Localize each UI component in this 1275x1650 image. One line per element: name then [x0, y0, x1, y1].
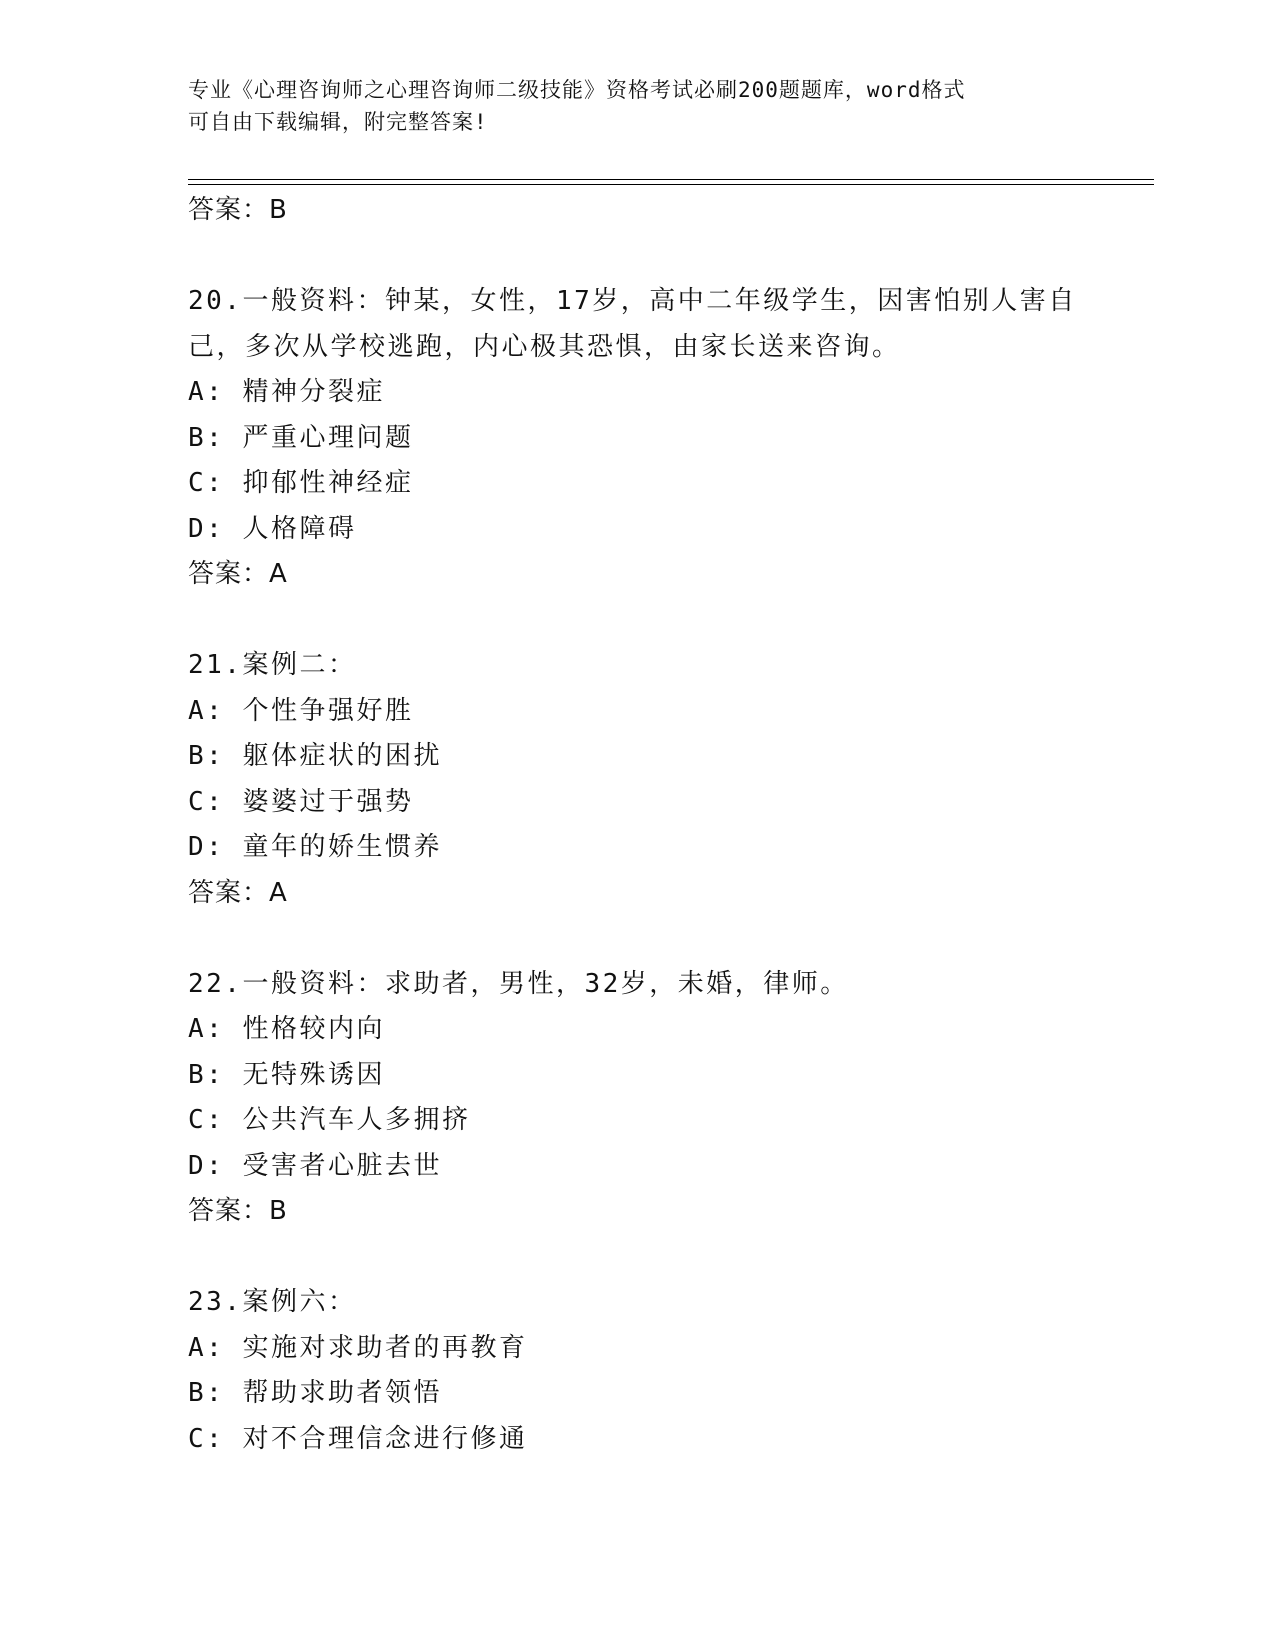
document-header	[188, 74, 1088, 138]
question-20	[188, 279, 1088, 598]
option-d: D: 人格障碍	[188, 513, 357, 544]
header-rule-bottom	[188, 184, 1154, 185]
option-d: D: 童年的娇生惯养	[188, 832, 442, 862]
header-line-2: 可自由下载编辑，附完整答案!	[188, 110, 488, 134]
option-c: C: 对不合理信念进行修通	[188, 1423, 528, 1454]
header-line-1: 专业《心理咨询师之心理咨询师二级技能》资格考试必刷200题题库，word格式	[188, 78, 966, 102]
option-d: D: 受害者心脏去世	[188, 1150, 442, 1181]
option-c: C: 抑郁性神经症	[188, 468, 414, 498]
question-21	[188, 643, 1088, 916]
spacer	[188, 916, 1088, 962]
answer: 答案：B	[188, 1196, 288, 1226]
question-list	[188, 188, 1088, 1462]
option-c: C: 婆婆过于强势	[188, 786, 414, 817]
previous-answer: 答案：B	[188, 195, 288, 225]
option-c: C: 公共汽车人多拥挤	[188, 1105, 471, 1135]
question-stem: 20.一般资料：钟某，女性，17岁，高中二年级学生，因害怕别人害自	[188, 286, 1077, 316]
option-b: B: 躯体症状的困扰	[188, 741, 442, 771]
answer: 答案：A	[188, 559, 288, 589]
option-a: A: 实施对求助者的再教育	[188, 1332, 528, 1363]
question-stem: 21.案例二：	[188, 650, 357, 680]
option-a: A: 个性争强好胜	[188, 695, 414, 726]
option-b: B: 帮助求助者领悟	[188, 1378, 442, 1408]
answer: 答案：A	[188, 877, 288, 908]
question-23	[188, 1280, 1088, 1462]
option-a: A: 性格较内向	[188, 1014, 385, 1044]
spacer	[188, 1235, 1088, 1281]
option-a: A: 精神分裂症	[188, 377, 385, 407]
option-b: B: 无特殊诱因	[188, 1059, 385, 1090]
question-stem-continued: 己，多次从学校逃跑，内心极其恐惧，由家长送来咨询。	[188, 331, 901, 362]
spacer	[188, 234, 1088, 280]
header-rule-top	[188, 179, 1154, 180]
question-22	[188, 962, 1088, 1235]
question-stem: 22.一般资料：求助者，男性，32岁，未婚，律师。	[188, 968, 849, 999]
question-stem: 23.案例六：	[188, 1287, 357, 1317]
option-b: B: 严重心理问题	[188, 422, 414, 453]
spacer	[188, 598, 1088, 644]
